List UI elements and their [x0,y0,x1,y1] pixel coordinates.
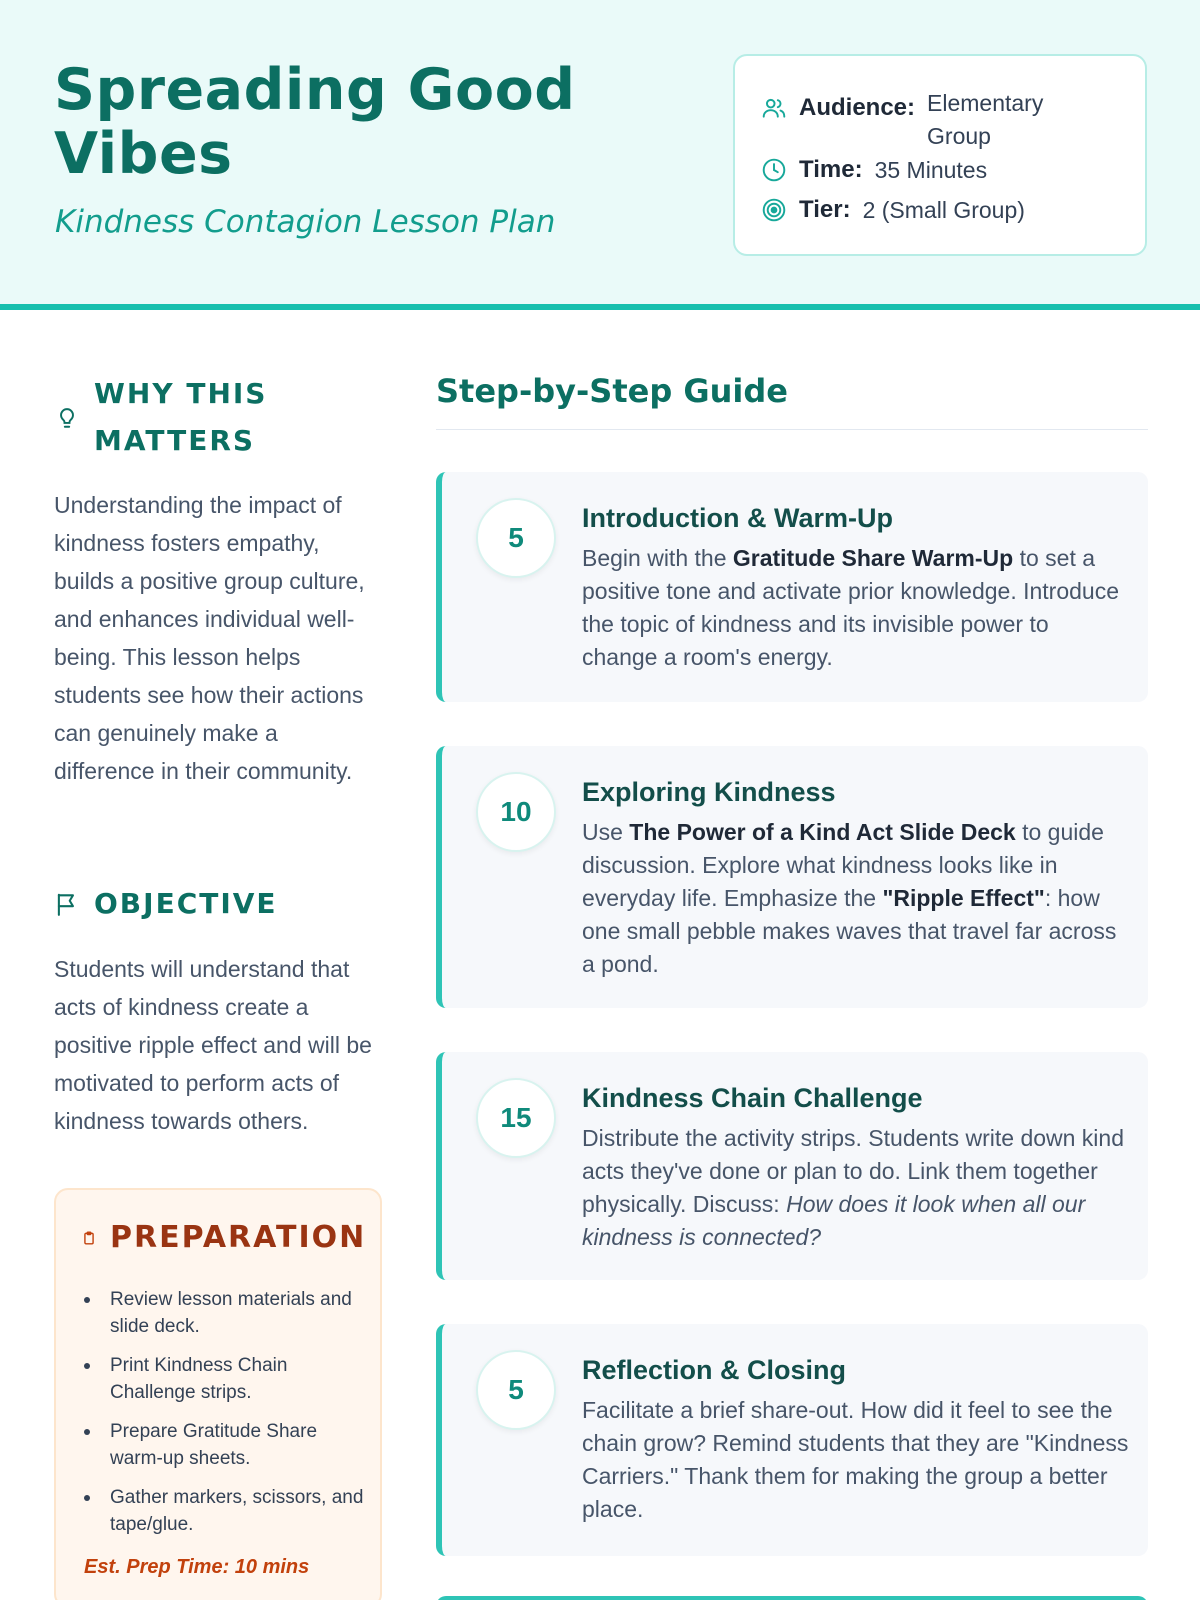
step-text-part: to guide discussion. Explore what kindness looks like in everyday life. Emphasize the [582,819,1104,911]
step-title: Reflection & Closing [582,1355,847,1385]
step-text-part: to set a positive tone and activate prior knowledge. Introduce the topic of kindness and its invisible power to change a room's energy. [582,545,1119,670]
meta-tier [761,196,1025,224]
step-title: Exploring Kindness [582,777,836,807]
flag-icon [54,891,80,917]
preparation-title: PREPARATION [110,1220,367,1255]
step-card [436,1324,1148,1556]
objective-title: OBJECTIVE [94,887,278,920]
why-header [54,370,384,464]
step-card [436,746,1148,1008]
meta-time [761,156,987,184]
step-text-emphasis: The Power of a Kind Act Slide Deck [629,819,1016,845]
audience-value: Elementary Group [927,90,1044,149]
step-body [582,498,1130,674]
step-body [582,1078,1130,1254]
clock-icon [761,157,787,183]
step-body [582,1350,1130,1526]
meta-audience [761,90,1087,153]
lightbulb-icon [54,404,80,430]
step-text: Facilitate a brief share-out. How did it feel to see the chain grow? Remind students that they are "Kindness Carriers." Thank them for making the group a better place. [582,1397,1129,1522]
step-text [582,1122,1130,1254]
list-item: Review lesson materials and slide deck. [110,1286,364,1340]
step-text-part: Distribute the activity strips. Students write down kind acts they've done or plan to do. Link them together physically. Discuss: [582,1125,1125,1217]
step-text [582,542,1130,674]
preparation-card [54,1188,382,1600]
audience-label: Audience: [799,94,916,121]
prep-time: Est. Prep Time: 10 mins [84,1556,310,1578]
list-item: Print Kindness Chain Challenge strips. [110,1352,364,1406]
step-text-emphasis: Gratitude Share Warm-Up [732,545,1014,571]
step-text-part: Use [582,819,630,845]
users-icon [761,95,787,121]
step-card [436,1052,1148,1280]
guide-title: Step-by-Step Guide [436,362,1148,430]
step-text-question: How does it look when all our kindness is connected? [582,1191,1086,1250]
step-text-part: : how one small pebble makes waves that travel far across a pond. [582,885,1117,977]
step-minutes-badge: 10 [476,772,556,852]
objective-text: Students will understand that acts of kindness create a positive ripple effect and will be motivated to perform acts of kindness towards others. [54,956,372,1134]
lesson-meta-card [733,54,1147,256]
step-body [582,772,1130,981]
clipboard-icon [82,1231,96,1245]
time-value: 35 Minutes [874,157,988,183]
page-header [0,0,1200,310]
step-text [582,816,1130,981]
step-title: Introduction & Warm-Up [582,503,893,533]
page-title: Spreading Good Vibes [54,57,576,187]
step-card-partial [436,1596,1148,1600]
list-item: Gather markers, scissors, and tape/glue. [110,1484,364,1538]
objective-header [54,880,384,927]
step-guide [436,362,1148,1522]
objective-section [54,880,384,1134]
step-card [436,472,1148,702]
step-minutes-badge: 15 [476,1078,556,1158]
preparation-header [82,1214,366,1261]
why-title: WHY THIS MATTERS [94,377,268,457]
tier-value: 2 (Small Group) [862,197,1025,223]
target-icon [761,197,787,223]
step-minutes-badge: 5 [476,498,556,578]
preparation-list [110,1286,364,1550]
why-this-matters-section [54,370,384,784]
step-text-emphasis: "Ripple Effect" [882,885,1045,911]
time-label: Time: [799,156,863,183]
step-text-part: Begin with the [582,545,733,571]
step-minutes-badge: 5 [476,1350,556,1430]
why-text: Understanding the impact of kindness fosters empathy, builds a positive group culture, and enhances individual well-being. This lesson helps students see how their actions can genuinely make a difference in their community. [54,492,365,784]
list-item: Prepare Gratitude Share warm-up sheets. [110,1418,364,1472]
step-title: Kindness Chain Challenge [582,1083,923,1113]
tier-label: Tier: [799,196,851,223]
page-subtitle: Kindness Contagion Lesson Plan [55,204,556,240]
